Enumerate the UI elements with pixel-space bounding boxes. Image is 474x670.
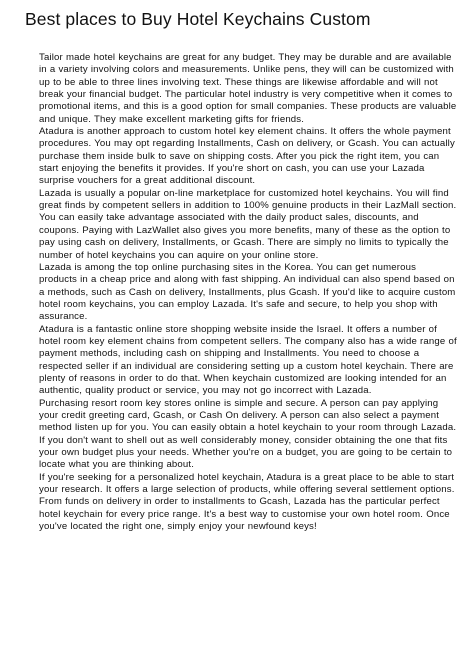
paragraph: Lazada is usually a popular on-line marketplace for customized hotel keychains. You will find great finds by competent sellers in addition to 100% genuine products in their LazMall section. You can easily take advantage associated with the daily product sales, discounts, and coupons. Paying with LazWallet also gives you more benefits, many of these as the option to pay using cash on delivery, Installments, or Gcash. There are simply no limits to typically the number of hotel keychains you can aquire on your online store.: [39, 187, 457, 261]
paragraph: Atadura is a fantastic online store shopping website inside the Israel. It offers a number of hotel room key element chains from competent sellers. The company also has a wide range of payment methods, including cash on shipping and Installments. You need to choose a respected seller if an individual are considering setting up a custom hotel keychain. There are plenty of reasons in order to do that. When keychain customized are looking intended for an authentic, quality product or service, you may not go incorrect with Lazada.: [39, 323, 457, 397]
paragraph: Lazada is among the top online purchasing sites in the Korea. You can get numerous products in a cheap price and along with fast shipping. An individual can also spend based on a methods, such as Cash on delivery, Installments, plus Gcash. If you'd like to acquire custom hotel room keychains, you can employ Lazada. It's safe and secure, to help you shop with assurance.: [39, 261, 456, 323]
paragraph: Tailor made hotel keychains are great for any budget. They may be durable and are available in a variety involving colors and measurements. Unlike pens, they will can be customized with up to be able to three lines involving text. These things are likewise affordable and will not break your financial budget. The particular hotel industry is very competitive when it comes to promotional items, and this is a good option for small companies. These products are valuable and unique. They make excellent marketing gifts for friends.: [39, 52, 457, 125]
article-body: [39, 52, 457, 533]
paragraph: Purchasing resort room key stores online is simple and secure. A person can pay applying your credit greeting card, Gcash, or Cash On delivery. A person can also select a payment method listen up for you. You can easily obtain a hotel keychain to your room through Lazada. If you don't want to shell out as well considerably money, consider obtaining the one that fits your own budget plus your needs. Whether you're on a budget, you are going to be certain to locate what you are thinking about.: [39, 397, 457, 471]
paragraph: If you're seeking for a personalized hotel keychain, Atadura is a great place to be able to start your research. It offers a large selection of products, while offering several settlement options. From funds on delivery in order to installments to Gcash, Lazada has the particular perfect hotel keychain for every price range. It's a best way to customise your own hotel room. Once you've located the right one, simply enjoy your newfound keys!: [39, 471, 455, 533]
document-title: Best places to Buy Hotel Keychains Custom: [25, 9, 371, 29]
paragraph: Atadura is another approach to custom hotel key element chains. It offers the whole payment procedures. You may opt regarding Installments, Cash on delivery, or Gcash. You can actually purchase them inside bulk to save on shipping costs. After you pick the right item, you can start enjoying the benefits it provides. If you're short on cash, you can use your Lazada surprise vouchers for a great additional discount.: [39, 126, 455, 187]
